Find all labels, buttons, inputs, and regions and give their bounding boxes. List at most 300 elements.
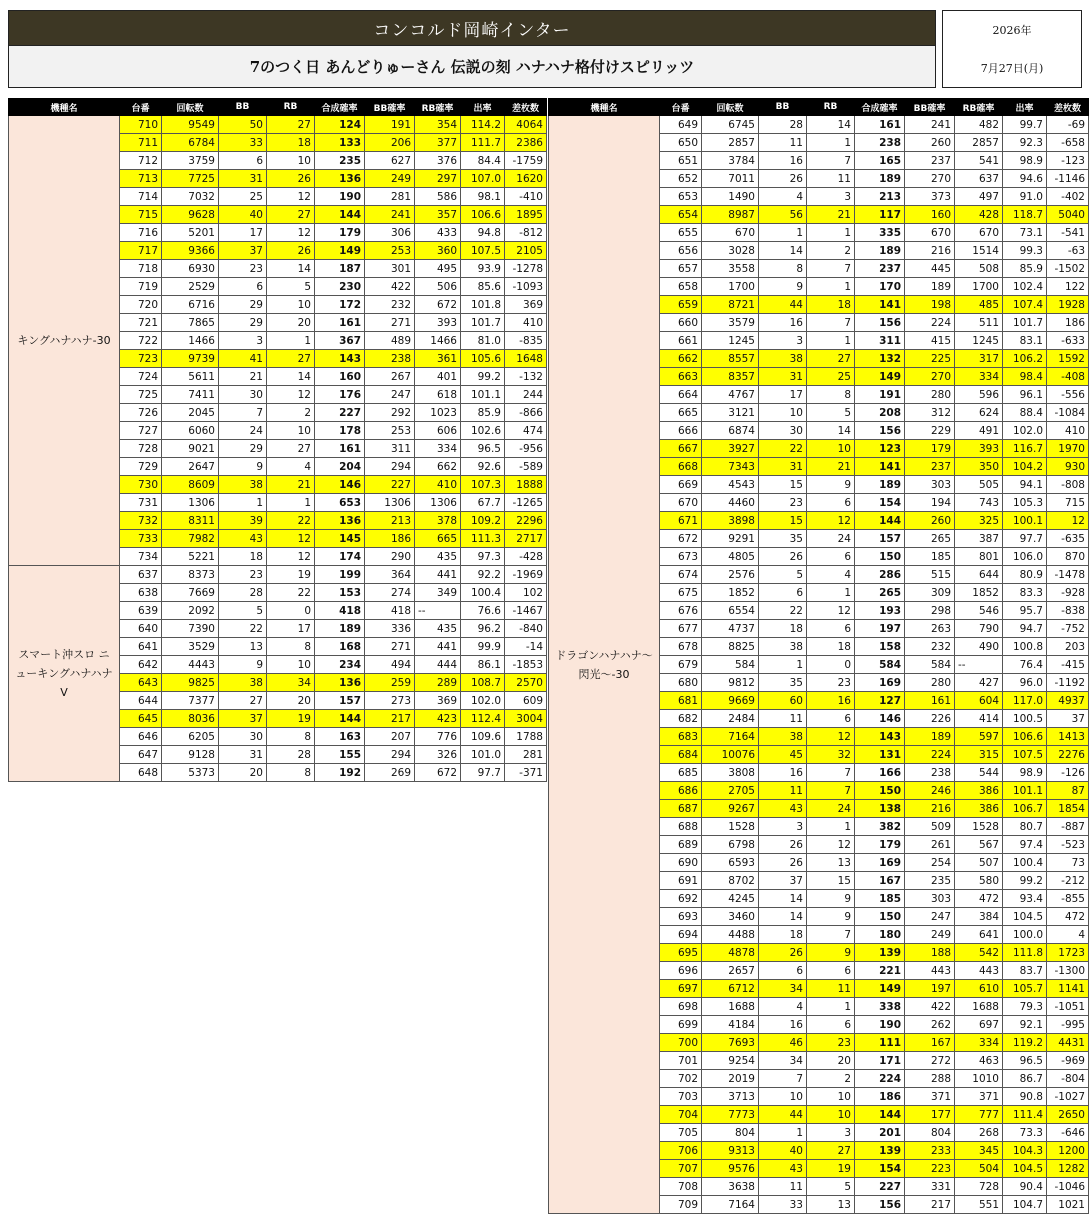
cell-payout-rate: 94.1 [1003, 476, 1047, 494]
cell-rb-prob: 728 [955, 1178, 1003, 1196]
cell-unit-no: 725 [120, 386, 162, 404]
cell-bb-prob: 265 [905, 530, 955, 548]
cell-unit-no: 706 [660, 1142, 702, 1160]
cell-bb-prob: 253 [365, 242, 415, 260]
cell-payout-rate: 94.7 [1003, 620, 1047, 638]
cell-bb-count: 31 [759, 458, 807, 476]
cell-unit-no: 647 [120, 746, 162, 764]
cell-diff-coins: -995 [1047, 1016, 1089, 1034]
cell-diff-coins: -1969 [505, 566, 547, 584]
cell-diff-coins: 87 [1047, 782, 1089, 800]
cell-diff-coins: -635 [1047, 530, 1089, 548]
cell-spins: 2705 [702, 782, 759, 800]
cell-rb-count: 28 [267, 746, 315, 764]
cell-combined-prob: 185 [855, 890, 905, 908]
cell-bb-prob: 445 [905, 260, 955, 278]
cell-diff-coins: -410 [505, 188, 547, 206]
cell-combined-prob: 111 [855, 1034, 905, 1052]
cell-rb-prob: 482 [955, 116, 1003, 134]
cell-diff-coins: -1467 [505, 602, 547, 620]
cell-rb-count: 3 [807, 188, 855, 206]
cell-rb-prob: 393 [415, 314, 461, 332]
cell-diff-coins: 2296 [505, 512, 547, 530]
cell-bb-count: 31 [759, 368, 807, 386]
cell-rb-count: 27 [267, 440, 315, 458]
cell-rb-count: 16 [807, 692, 855, 710]
cell-combined-prob: 143 [855, 728, 905, 746]
cell-spins: 8557 [702, 350, 759, 368]
table-header-row [549, 99, 1089, 116]
cell-payout-rate: 81.0 [461, 332, 505, 350]
cell-combined-prob: 311 [855, 332, 905, 350]
cell-bb-prob: 249 [365, 170, 415, 188]
cell-bb-count: 18 [219, 548, 267, 566]
right-data-table [548, 98, 1089, 1214]
cell-combined-prob: 224 [855, 1070, 905, 1088]
cell-combined-prob: 286 [855, 566, 905, 584]
cell-rb-prob: 1852 [955, 584, 1003, 602]
cell-combined-prob: 189 [855, 242, 905, 260]
cell-bb-count: 27 [219, 692, 267, 710]
cell-bb-prob: 241 [365, 206, 415, 224]
cell-rb-prob: 610 [955, 980, 1003, 998]
cell-combined-prob: 189 [855, 170, 905, 188]
cell-combined-prob: 144 [315, 206, 365, 224]
cell-unit-no: 682 [660, 710, 702, 728]
cell-diff-coins: -752 [1047, 620, 1089, 638]
cell-spins: 7164 [702, 1196, 759, 1214]
cell-combined-prob: 127 [855, 692, 905, 710]
cell-diff-coins: -1502 [1047, 260, 1089, 278]
cell-rb-prob: 662 [415, 458, 461, 476]
cell-unit-no: 659 [660, 296, 702, 314]
cell-payout-rate: 98.9 [1003, 764, 1047, 782]
cell-payout-rate: 99.3 [1003, 242, 1047, 260]
cell-diff-coins: -1051 [1047, 998, 1089, 1016]
cell-bb-count: 38 [759, 638, 807, 656]
cell-unit-no: 693 [660, 908, 702, 926]
cell-rb-prob: 361 [415, 350, 461, 368]
cell-rb-count: 24 [807, 530, 855, 548]
cell-spins: 2019 [702, 1070, 759, 1088]
cell-rb-count: 12 [267, 530, 315, 548]
cell-payout-rate: 105.6 [461, 350, 505, 368]
cell-rb-count: 1 [807, 278, 855, 296]
cell-rb-prob: 544 [955, 764, 1003, 782]
cell-spins: 7343 [702, 458, 759, 476]
cell-bb-count: 22 [759, 440, 807, 458]
cell-rb-prob: 1010 [955, 1070, 1003, 1088]
cell-rb-count: 19 [807, 1160, 855, 1178]
cell-bb-prob: 229 [905, 422, 955, 440]
cell-payout-rate: 76.4 [1003, 656, 1047, 674]
model-name-cell: ドラゴンハナハナ～閃光～-30 [549, 116, 660, 1214]
cell-unit-no: 728 [120, 440, 162, 458]
cell-combined-prob: 180 [855, 926, 905, 944]
cell-diff-coins: 203 [1047, 638, 1089, 656]
cell-rb-prob: -- [955, 656, 1003, 674]
cell-spins: 9254 [702, 1052, 759, 1070]
cell-diff-coins: 102 [505, 584, 547, 602]
cell-spins: 8357 [702, 368, 759, 386]
cell-rb-count: 1 [267, 332, 315, 350]
cell-payout-rate: 112.4 [461, 710, 505, 728]
cell-bb-prob: 312 [905, 404, 955, 422]
cell-rb-count: 10 [807, 440, 855, 458]
cell-bb-prob: 331 [905, 1178, 955, 1196]
cell-bb-count: 6 [759, 962, 807, 980]
cell-diff-coins: 2276 [1047, 746, 1089, 764]
cell-rb-prob: 1700 [955, 278, 1003, 296]
cell-combined-prob: 221 [855, 962, 905, 980]
cell-bb-prob: 627 [365, 152, 415, 170]
cell-spins: 3759 [162, 152, 219, 170]
cell-bb-count: 4 [759, 998, 807, 1016]
cell-combined-prob: 189 [315, 620, 365, 638]
cell-payout-rate: 116.7 [1003, 440, 1047, 458]
cell-bb-prob: 418 [365, 602, 415, 620]
cell-combined-prob: 160 [315, 368, 365, 386]
cell-rb-count: 1 [807, 224, 855, 242]
cell-spins: 4543 [702, 476, 759, 494]
cell-unit-no: 726 [120, 404, 162, 422]
cell-bb-count: 3 [759, 818, 807, 836]
cell-rb-prob: 334 [415, 440, 461, 458]
cell-unit-no: 720 [120, 296, 162, 314]
cell-bb-prob: 224 [905, 314, 955, 332]
cell-diff-coins: 1282 [1047, 1160, 1089, 1178]
cell-payout-rate: 109.2 [461, 512, 505, 530]
cell-diff-coins: -835 [505, 332, 547, 350]
cell-spins: 9549 [162, 116, 219, 134]
cell-bb-count: 18 [759, 620, 807, 638]
cell-unit-no: 702 [660, 1070, 702, 1088]
cell-rb-count: 6 [807, 710, 855, 728]
cell-rb-count: 3 [807, 1124, 855, 1142]
cell-unit-no: 681 [660, 692, 702, 710]
cell-diff-coins: -132 [505, 368, 547, 386]
cell-diff-coins: -866 [505, 404, 547, 422]
cell-bb-prob: 249 [905, 926, 955, 944]
cell-diff-coins: -956 [505, 440, 547, 458]
cell-rb-prob: 378 [415, 512, 461, 530]
cell-spins: 6745 [702, 116, 759, 134]
cell-payout-rate: 111.3 [461, 530, 505, 548]
cell-rb-prob: 546 [955, 602, 1003, 620]
cell-bb-count: 18 [759, 926, 807, 944]
cell-bb-prob: 186 [365, 530, 415, 548]
cell-payout-rate: 95.7 [1003, 602, 1047, 620]
cell-spins: 804 [702, 1124, 759, 1142]
cell-payout-rate: 104.7 [1003, 1196, 1047, 1214]
cell-bb-prob: 489 [365, 332, 415, 350]
cell-rb-count: 18 [807, 296, 855, 314]
header-bb-prob: BB確率 [905, 99, 955, 116]
header-rb-count: RB [267, 99, 315, 116]
cell-spins: 7725 [162, 170, 219, 188]
cell-unit-no: 731 [120, 494, 162, 512]
cell-unit-no: 699 [660, 1016, 702, 1034]
cell-payout-rate: 93.9 [461, 260, 505, 278]
cell-bb-prob: 336 [365, 620, 415, 638]
cell-diff-coins: -1853 [505, 656, 547, 674]
cell-bb-prob: 194 [905, 494, 955, 512]
cell-rb-prob: 790 [955, 620, 1003, 638]
cell-unit-no: 709 [660, 1196, 702, 1214]
cell-rb-prob: 497 [955, 188, 1003, 206]
cell-bb-prob: 189 [905, 728, 955, 746]
cell-bb-prob: 271 [365, 314, 415, 332]
cell-rb-prob: 349 [415, 584, 461, 602]
cell-combined-prob: 149 [855, 980, 905, 998]
cell-bb-count: 40 [759, 1142, 807, 1160]
cell-rb-prob: 433 [415, 224, 461, 242]
cell-spins: 4767 [702, 386, 759, 404]
cell-payout-rate: 92.6 [461, 458, 505, 476]
cell-diff-coins: -126 [1047, 764, 1089, 782]
cell-rb-count: 18 [267, 134, 315, 152]
cell-combined-prob: 157 [315, 692, 365, 710]
cell-combined-prob: 138 [855, 800, 905, 818]
cell-rb-count: 12 [807, 728, 855, 746]
cell-bb-count: 22 [219, 620, 267, 638]
cell-rb-prob: 289 [415, 674, 461, 692]
cell-combined-prob: 136 [315, 674, 365, 692]
cell-payout-rate: 98.4 [1003, 368, 1047, 386]
cell-spins: 9576 [702, 1160, 759, 1178]
cell-diff-coins: 3004 [505, 710, 547, 728]
cell-rb-prob: 1306 [415, 494, 461, 512]
cell-spins: 670 [702, 224, 759, 242]
header-diff-coins: 差枚数 [1047, 99, 1089, 116]
cell-diff-coins: 609 [505, 692, 547, 710]
cell-bb-count: 7 [759, 1070, 807, 1088]
cell-diff-coins: 472 [1047, 908, 1089, 926]
cell-combined-prob: 156 [855, 314, 905, 332]
cell-spins: 3579 [702, 314, 759, 332]
cell-bb-prob: 216 [905, 242, 955, 260]
cell-rb-prob: 334 [955, 1034, 1003, 1052]
cell-rb-prob: 376 [415, 152, 461, 170]
cell-combined-prob: 154 [855, 1160, 905, 1178]
cell-rb-count: 17 [267, 620, 315, 638]
cell-rb-count: 2 [807, 1070, 855, 1088]
cell-diff-coins: 1021 [1047, 1196, 1089, 1214]
cell-diff-coins: 1888 [505, 476, 547, 494]
cell-spins: 1852 [702, 584, 759, 602]
cell-payout-rate: 107.3 [461, 476, 505, 494]
header-bb-count: BB [219, 99, 267, 116]
cell-rb-count: 8 [267, 764, 315, 782]
cell-payout-rate: 98.1 [461, 188, 505, 206]
cell-payout-rate: 96.1 [1003, 386, 1047, 404]
cell-combined-prob: 197 [855, 620, 905, 638]
cell-rb-count: 14 [807, 116, 855, 134]
cell-combined-prob: 144 [315, 710, 365, 728]
cell-rb-prob: 386 [955, 800, 1003, 818]
cell-unit-no: 637 [120, 566, 162, 584]
cell-rb-prob: 441 [415, 638, 461, 656]
cell-combined-prob: 168 [315, 638, 365, 656]
cell-bb-count: 33 [219, 134, 267, 152]
cell-rb-prob: 672 [415, 296, 461, 314]
cell-payout-rate: 92.3 [1003, 134, 1047, 152]
cell-bb-prob: 494 [365, 656, 415, 674]
cell-payout-rate: 111.7 [461, 134, 505, 152]
cell-combined-prob: 238 [855, 134, 905, 152]
cell-combined-prob: 584 [855, 656, 905, 674]
cell-unit-no: 695 [660, 944, 702, 962]
header-model: 機種名 [9, 99, 120, 116]
cell-rb-count: 6 [807, 620, 855, 638]
cell-rb-count: 14 [267, 368, 315, 386]
cell-spins: 2092 [162, 602, 219, 620]
cell-bb-count: 29 [219, 296, 267, 314]
cell-diff-coins: 1928 [1047, 296, 1089, 314]
cell-unit-no: 708 [660, 1178, 702, 1196]
cell-bb-count: 4 [759, 188, 807, 206]
cell-rb-prob: 697 [955, 1016, 1003, 1034]
cell-rb-count: 1 [807, 332, 855, 350]
cell-bb-prob: 188 [905, 944, 955, 962]
cell-bb-count: 13 [219, 638, 267, 656]
cell-rb-prob: 490 [955, 638, 1003, 656]
cell-diff-coins: 1723 [1047, 944, 1089, 962]
cell-bb-prob: 373 [905, 188, 955, 206]
cell-payout-rate: 111.4 [1003, 1106, 1047, 1124]
cell-unit-no: 691 [660, 872, 702, 890]
cell-rb-prob: 504 [955, 1160, 1003, 1178]
cell-rb-prob: 441 [415, 566, 461, 584]
cell-bb-prob: 422 [365, 278, 415, 296]
cell-rb-prob: 672 [415, 764, 461, 782]
cell-rb-prob: 541 [955, 152, 1003, 170]
cell-payout-rate: 73.3 [1003, 1124, 1047, 1142]
cell-diff-coins: -887 [1047, 818, 1089, 836]
cell-payout-rate: 104.5 [1003, 908, 1047, 926]
cell-payout-rate: 117.0 [1003, 692, 1047, 710]
cell-bb-prob: 207 [365, 728, 415, 746]
cell-payout-rate: 90.4 [1003, 1178, 1047, 1196]
cell-unit-no: 700 [660, 1034, 702, 1052]
cell-diff-coins: -408 [1047, 368, 1089, 386]
cell-rb-count: 7 [807, 260, 855, 278]
cell-unit-no: 716 [120, 224, 162, 242]
cell-rb-count: 24 [807, 800, 855, 818]
cell-combined-prob: 227 [855, 1178, 905, 1196]
cell-rb-count: 26 [267, 242, 315, 260]
cell-rb-count: 18 [807, 638, 855, 656]
cell-spins: 3927 [702, 440, 759, 458]
cell-rb-count: 26 [267, 170, 315, 188]
cell-bb-prob: 260 [905, 134, 955, 152]
cell-unit-no: 687 [660, 800, 702, 818]
cell-unit-no: 663 [660, 368, 702, 386]
cell-unit-no: 660 [660, 314, 702, 332]
cell-payout-rate: 105.3 [1003, 494, 1047, 512]
cell-diff-coins: 5040 [1047, 206, 1089, 224]
cell-unit-no: 649 [660, 116, 702, 134]
cell-combined-prob: 141 [855, 458, 905, 476]
cell-unit-no: 679 [660, 656, 702, 674]
cell-rb-count: 8 [267, 638, 315, 656]
cell-combined-prob: 146 [855, 710, 905, 728]
cell-payout-rate: 106.6 [1003, 728, 1047, 746]
cell-spins: 9825 [162, 674, 219, 692]
cell-diff-coins: 1200 [1047, 1142, 1089, 1160]
cell-bb-count: 17 [219, 224, 267, 242]
cell-unit-no: 715 [120, 206, 162, 224]
cell-bb-prob: 167 [905, 1034, 955, 1052]
cell-rb-count: 10 [267, 422, 315, 440]
cell-bb-count: 46 [759, 1034, 807, 1052]
cell-rb-count: 19 [267, 710, 315, 728]
cell-rb-prob: 428 [955, 206, 1003, 224]
cell-payout-rate: 107.5 [461, 242, 505, 260]
cell-rb-prob: 801 [955, 548, 1003, 566]
cell-unit-no: 641 [120, 638, 162, 656]
cell-payout-rate: 101.1 [1003, 782, 1047, 800]
cell-combined-prob: 191 [855, 386, 905, 404]
cell-rb-prob: 444 [415, 656, 461, 674]
cell-bb-prob: 290 [365, 548, 415, 566]
cell-combined-prob: 145 [315, 530, 365, 548]
cell-rb-count: 27 [267, 206, 315, 224]
cell-payout-rate: 90.8 [1003, 1088, 1047, 1106]
cell-combined-prob: 156 [855, 422, 905, 440]
cell-combined-prob: 158 [855, 638, 905, 656]
cell-combined-prob: 117 [855, 206, 905, 224]
cell-combined-prob: 199 [315, 566, 365, 584]
cell-combined-prob: 157 [855, 530, 905, 548]
cell-diff-coins: -646 [1047, 1124, 1089, 1142]
cell-spins: 6205 [162, 728, 219, 746]
cell-diff-coins: 2717 [505, 530, 547, 548]
cell-bb-prob: 233 [905, 1142, 955, 1160]
cell-rb-count: 10 [267, 656, 315, 674]
cell-payout-rate: 119.2 [1003, 1034, 1047, 1052]
cell-spins: 7164 [702, 728, 759, 746]
cell-combined-prob: 150 [855, 548, 905, 566]
cell-bb-prob: 1306 [365, 494, 415, 512]
cell-bb-prob: 246 [905, 782, 955, 800]
cell-rb-prob: 637 [955, 170, 1003, 188]
cell-unit-no: 692 [660, 890, 702, 908]
cell-bb-count: 45 [759, 746, 807, 764]
cell-rb-prob: 1245 [955, 332, 1003, 350]
cell-spins: 4878 [702, 944, 759, 962]
header-spins: 回転数 [702, 99, 759, 116]
cell-bb-prob: 259 [365, 674, 415, 692]
cell-rb-count: 10 [807, 1088, 855, 1106]
cell-spins: 5201 [162, 224, 219, 242]
cell-unit-no: 729 [120, 458, 162, 476]
cell-bb-count: 15 [759, 512, 807, 530]
cell-bb-count: 34 [759, 1052, 807, 1070]
cell-unit-no: 694 [660, 926, 702, 944]
cell-diff-coins: 2570 [505, 674, 547, 692]
cell-diff-coins: 870 [1047, 548, 1089, 566]
cell-payout-rate: 83.3 [1003, 584, 1047, 602]
cell-rb-count: 7 [807, 926, 855, 944]
cell-rb-prob: 393 [955, 440, 1003, 458]
cell-rb-prob: 1466 [415, 332, 461, 350]
cell-rb-prob: 1528 [955, 818, 1003, 836]
cell-diff-coins: -928 [1047, 584, 1089, 602]
cell-rb-prob: 369 [415, 692, 461, 710]
cell-diff-coins: -812 [505, 224, 547, 242]
cell-unit-no: 671 [660, 512, 702, 530]
